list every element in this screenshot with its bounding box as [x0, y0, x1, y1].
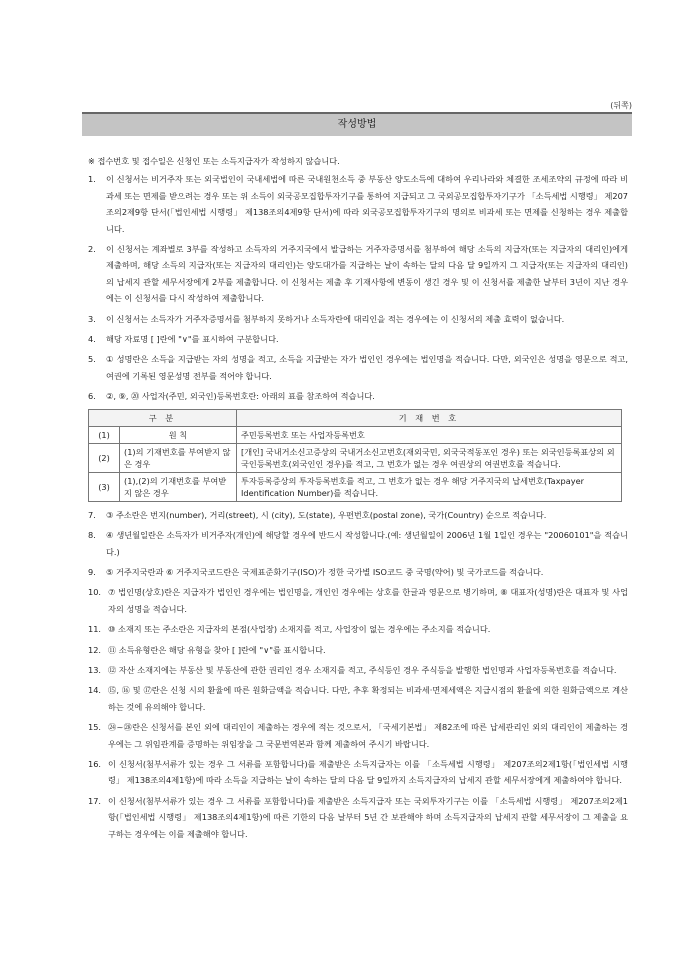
row-number: (2) [89, 443, 120, 472]
instruction-item [88, 642, 628, 658]
item-number: 1. [88, 174, 96, 185]
row-category: 원 칙 [120, 426, 237, 443]
item-text: ㉔~㉘란은 신청서를 본인 외에 대리인이 제출하는 경우에 적는 것으로서, 「국세기본법」 제82조에 따른 납세관리인 외의 대리인이 제출하는 경우에는 그 위임관계를 증명하는 위임장을 그 국문번역본과 함께 제출하여 주시기 바랍니다. [108, 722, 628, 749]
instruction-item [88, 584, 628, 617]
item-number: 15. [88, 722, 102, 733]
instruction-item [88, 756, 628, 789]
item-text: ① 성명란은 소득을 지급받는 자의 성명을 적고, 소득을 지급받는 자가 법인인 경우에는 법인명을 적습니다. 다만, 외국인은 성명을 영문으로 적고, 여권에 기록된 영문성명 전부를 적어야 합니다. [106, 354, 628, 381]
row-description: 투자등록증상의 투자등록번호를 적고, 그 번호가 없는 경우 해당 거주지국의 납세번호(Taxpayer Identification Number)를 적습니다. [237, 472, 622, 501]
instruction-item [88, 662, 628, 678]
item-number: 16. [88, 758, 102, 769]
item-text: 해당 자료명 [ ]란에 "∨"를 표시하여 구분합니다. [106, 334, 279, 345]
instruction-item [88, 388, 628, 404]
instruction-item [88, 527, 628, 560]
item-number: 11. [88, 624, 102, 635]
item-number: 14. [88, 685, 102, 696]
item-text: ⑩ 소재지 또는 주소란은 지급자의 본점(사업장) 소재지를 적고, 사업장이 없는 경우에는 주소지를 적습니다. [108, 624, 491, 635]
instruction-item [88, 621, 628, 637]
page-side-label: (뒤쪽) [610, 101, 632, 110]
instruction-item [88, 351, 628, 384]
section-title: 작성방법 [82, 112, 632, 136]
row-number: (1) [89, 426, 120, 443]
instruction-item [88, 171, 628, 237]
item-number: 10. [88, 587, 102, 598]
item-text: 이 신청서는 계좌별로 3부를 작성하고 소득자의 거주지국에서 발급하는 거주자증명서를 첨부하여 해당 소득의 지급자(또는 지급자의 대리인)에게 제출하며, 해당 소득의 지급자(또는 지급자의 대리인)는 양도대가를 지급하는 날이 속하는 달의 다음 달 9일까지 그 지급자(또는 지급자의 대리인)의 납세지 관할 세무서장에게 2부를 제출합니다. 이 신청서는 제출 후 기재사항에 변동이 생긴 경우 및 이 신청서를 제출한 날부터 3년이 지난 경우에는 이 신청서를 다시 작성하여 제출합니다. [106, 244, 628, 304]
instruction-item [88, 331, 628, 347]
item-text: ⑪ 소득유형란은 해당 유형을 찾아 [ ]란에 "∨"를 표시합니다. [108, 644, 326, 655]
instruction-item [88, 507, 628, 523]
row-category: (1)의 기재번호를 부여받지 않은 경우 [120, 443, 237, 472]
item-text: 이 신청서(첨부서류가 있는 경우 그 서류를 포함합니다)를 제출받은 소득지급자는 이를 「소득세법 시행령」 제207조의2제1항(「법인세법 시행령」 제138조의4제1항)에 따라 소득을 지급하는 날이 속하는 달의 다음 달 9일까지 소득지급자의 납세지 관할 세무서장에게 제출하여야 합니다. [108, 758, 628, 786]
table-row [89, 443, 622, 472]
item-text: ④ 생년월일란은 소득자가 비거주자(개인)에 해당할 경우에 반드시 작성합니다.(예: 생년월일이 2006년 1월 1일인 경우는 "20060101"을 적습니다.) [106, 530, 628, 557]
table-row [89, 472, 622, 501]
instruction-item [88, 241, 628, 307]
row-number: (3) [89, 472, 120, 501]
item-number: 13. [88, 664, 102, 675]
instructions-body [88, 153, 628, 846]
item-number: 17. [88, 795, 102, 806]
row-description: [개인] 국내거소신고증상의 국내거소신고번호(재외국민, 외국국적동포인 경우) 또는 외국인등록표상의 외국인등록번호(외국인인 경우)를 적고, 그 번호가 없는 경우 여권상의 여권번호를 적습니다. [237, 443, 622, 472]
instruction-list-b [88, 507, 628, 842]
item-text: 이 신청서는 소득자가 거주자증명서를 첨부하지 못하거나 소득자란에 대리인을 적는 경우에는 이 신청서의 제출 효력이 없습니다. [106, 313, 565, 324]
item-number: 8. [88, 530, 96, 541]
item-number: 6. [88, 391, 96, 402]
item-text: 이 신청서는 비거주자 또는 외국법인이 국내세법에 따른 국내원천소득 중 부동산 양도소득에 대하여 우리나라와 체결한 조세조약의 규정에 따라 비과세 또는 면제를 받으려는 경우 또는 위 소득이 외국공모집합투자기구를 통하여 지급되고 그 국외공모집합투자기구가 「소득세법 시행령」 제207조의2제9항 단서(「법인세법 시행령」 제138조의4제9항 단서)에 따라 외국공모집합투자기구의 명의로 비과세 또는 면제를 신청하는 경우 제출합니다. [106, 174, 628, 234]
table-header-number: 기 재 번 호 [237, 409, 622, 426]
item-number: 2. [88, 244, 96, 255]
table-row [89, 426, 622, 443]
instruction-item [88, 564, 628, 580]
item-number: 9. [88, 566, 96, 577]
instruction-item [88, 793, 628, 842]
row-category: (1),(2)의 기재번호를 부여받지 않은 경우 [120, 472, 237, 501]
item-text: ⑮, ⑯ 및 ⑰란은 신청 시의 환율에 따른 원화금액을 적습니다. 다만, 추후 확정되는 비과세·면제세액은 지급시점의 환율에 의한 원화금액으로 계산하는 것에 유의해야 합니다. [108, 685, 628, 712]
row-description: 주민등록번호 또는 사업자등록번호 [237, 426, 622, 443]
note-line: ※ 접수번호 및 접수일은 신청인 또는 소득지급자가 작성하지 않습니다. [88, 156, 340, 166]
table-header-category: 구 분 [89, 409, 237, 426]
registration-number-table [88, 409, 622, 502]
item-text: 이 신청서(첨부서류가 있는 경우 그 서류를 포함합니다)를 제출받은 소득지급자 또는 국외투자기구는 이를 「소득세법 시행령」 제207조의2제1항(「법인세법 시행령」 제138조의4제1항)에 따른 기한의 다음 날부터 5년 간 보관해야 하며 소득지급자의 납세지 관할 세무서장이 그 제출을 요구하는 경우에는 이를 제출해야 합니다. [108, 795, 628, 839]
item-text: ②, ⑨, ⑳ 사업자(주민, 외국인)등록번호란: 아래의 표를 참조하여 적습니다. [106, 391, 375, 402]
item-number: 3. [88, 313, 96, 324]
instruction-list-a [88, 171, 628, 404]
item-number: 5. [88, 354, 96, 365]
instruction-item [88, 311, 628, 327]
item-text: ⑫ 자산 소재지에는 부동산 및 부동산에 관한 권리인 경우 소재지를 적고, 주식등인 경우 주식등을 발행한 법인명과 사업자등록번호를 적습니다. [108, 664, 617, 675]
item-text: ③ 주소란은 번지(number), 거리(street), 시 (city), 도(state), 우편번호(postal zone), 국가(Country) 순으로 적습니다. [106, 509, 547, 520]
item-number: 4. [88, 334, 96, 345]
instruction-item [88, 719, 628, 752]
item-number: 7. [88, 509, 96, 520]
item-text: ⑤ 거주지국란과 ⑥ 거주지국코드란은 국제표준화기구(ISO)가 정한 국가별 ISO코드 중 국명(약어) 및 국가코드를 적습니다. [106, 566, 544, 577]
item-number: 12. [88, 644, 102, 655]
instruction-item [88, 682, 628, 715]
item-text: ⑦ 법인명(상호)란은 지급자가 법인인 경우에는 법인명을, 개인인 경우에는 상호를 한글과 영문으로 병기하며, ⑧ 대표자(성명)란은 대표자 및 사업자의 성명을 적습니다. [108, 587, 628, 614]
